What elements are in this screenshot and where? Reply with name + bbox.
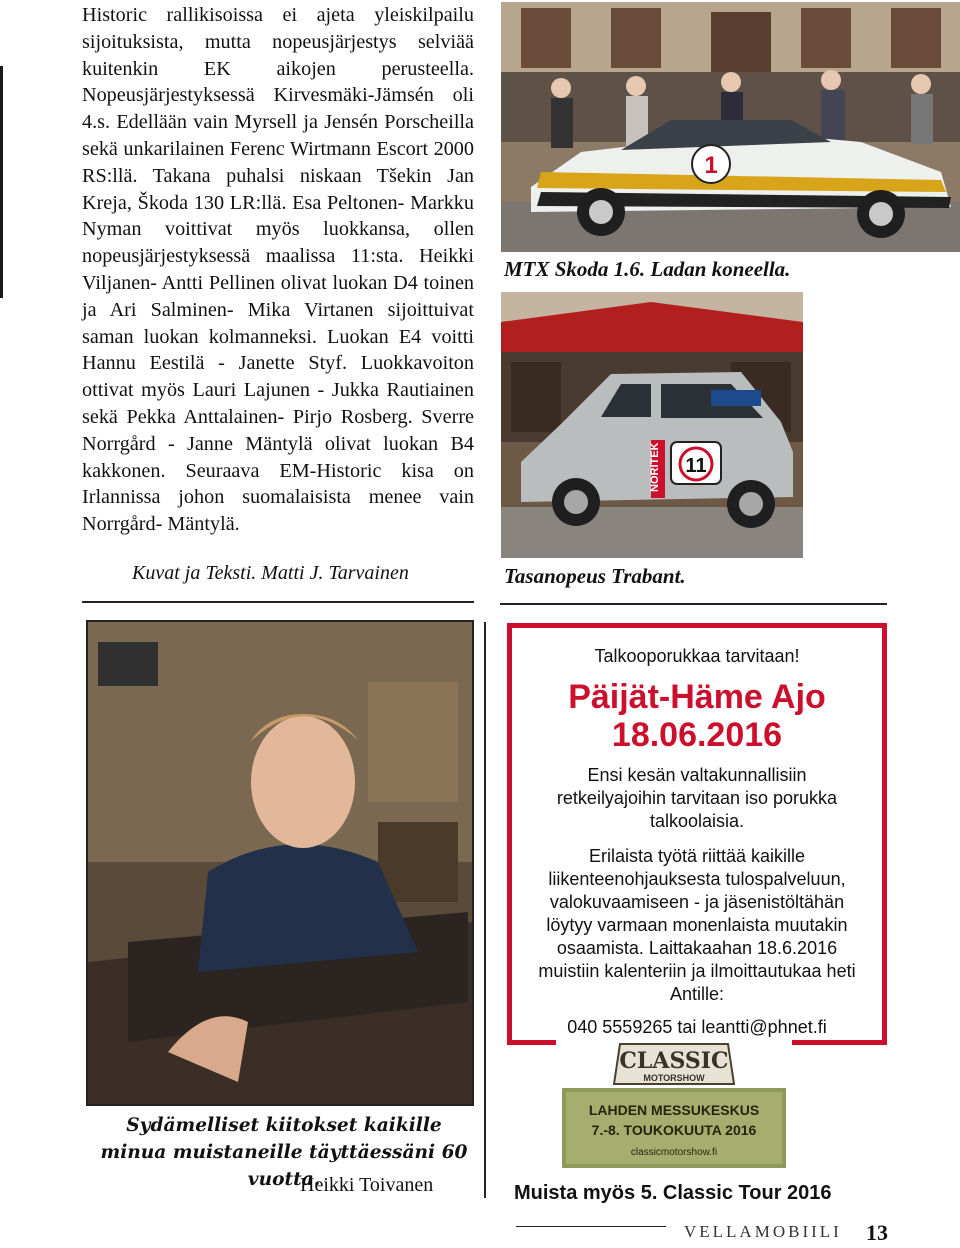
column-divider (484, 622, 486, 1198)
skoda-car-number: 1 (704, 152, 718, 179)
footer-rule (516, 1226, 666, 1227)
ad-title: Päijät-Häme Ajo (568, 678, 826, 716)
trabant-photo-illustration (501, 292, 803, 558)
trabant-side-text: NORITEK (649, 442, 661, 492)
trabant-caption: Tasanopeus Trabant. (504, 564, 686, 588)
ad-body-1: Ensi kesän valtakunnallisiin retkeilyajoihin tarvitaan iso porukka talkoolaisia. (556, 765, 838, 831)
classic-url: classicmotorshow.fi (630, 1147, 718, 1158)
page-edge-bar (0, 66, 3, 298)
ad-intro: Talkooporukkaa tarvitaan! (594, 646, 800, 666)
portrait-photo (86, 620, 474, 1106)
article-text (82, 2, 474, 538)
classic-tour-reminder: Muista myös 5. Classic Tour 2016 (514, 1182, 832, 1204)
thanks-message: Sydämelliset kiitokset kaikille minua muistaneille täyttäessäni 60 vuotta. (100, 1115, 468, 1190)
classic-motorshow-banner (556, 1038, 792, 1174)
signature: Heikki Toivanen (300, 1174, 434, 1196)
top-divider-left (82, 601, 474, 603)
trabant-photo (501, 292, 803, 558)
page-number: 13 (866, 1220, 888, 1245)
article-paragraph: Historic rallikisoissa ei ajeta yleiskilpailu sijoituksista, mutta nopeusjärjestys selviää kuitenkin EK aikojen perusteella. Nopeusjärjestyksessä Kirvesmäki-Jämsén oli 4.s. Edellään vain Myrsell ja Jensén Porscheilla sekä unkarilainen Ferenc Wirtmann Escort 2000 RS:llä. Takana puhalsi niskaan Tšekin Jan Kreja, Škoda 130 LR:llä. Esa Peltonen- Markku Nyman voittivat myös luokkansa, ollen nopeusjärjestyksessä maalissa 11:sta. Heikki Viljanen- Antti Pellinen olivat luokan D4 toinen ja Ari Salminen- Mika Virtanen sijoittuivat saman luokan kolmanneksi. Luokan E4 voitti Hannu Eestilä - Janette Styf. Luokkavoiton ottivat myös Lauri Lajunen - Jukka Rautiainen sekä Pekka Anttalainen- Pirjo Rosberg. Sverre Norrgård - Janne Mäntylä olivat luokan B4 kakkonen. Seuraava EM-Historic kisa on Irlannissa johon suomalaisista menee vain Norrgård- Mäntylä. (82, 4, 474, 536)
trabant-car-number: 11 (685, 455, 707, 477)
skoda-photo-illustration (501, 2, 960, 252)
portrait-photo-illustration (88, 622, 472, 1104)
magazine-name: VELLAMOBIILI (684, 1222, 842, 1241)
ad-body-2: Erilaista työtä riittää kaikille liikenteenohjauksesta tulospalveluun, valokuvaamiseen - ja jäsenistöltähän löytyy varmaan monenlaista muutakin osaamista. Laittakaahan 18.6.2016 muistiin kalenteriin ja ilmoittautukaa heti Antille: (538, 846, 856, 1004)
skoda-photo (501, 2, 960, 252)
classic-dates: 7.-8. TOUKOKUUTA 2016 (591, 1122, 757, 1138)
skoda-caption: MTX Skoda 1.6. Ladan koneella. (504, 257, 791, 281)
ad-date: 18.06.2016 (611, 716, 783, 754)
classic-motorshow-illustration (556, 1038, 792, 1174)
top-divider-right (500, 603, 887, 605)
photo-credit: Kuvat ja Teksti. Matti J. Tarvainen (132, 562, 409, 584)
classic-logo-text: CLASSIC (619, 1048, 729, 1074)
volunteer-ad-box (507, 623, 887, 1045)
classic-venue: LAHDEN MESSUKESKUS (588, 1102, 760, 1118)
classic-logo-subtext: MOTORSHOW (643, 1073, 705, 1083)
ad-contact: 040 5559265 tai leantti@phnet.fi (567, 1017, 827, 1037)
